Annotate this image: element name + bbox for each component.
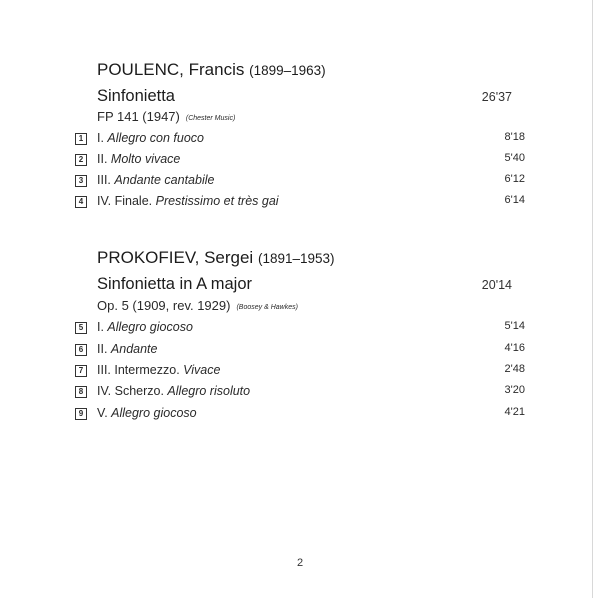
track-number-box: 9	[75, 408, 87, 420]
track-duration: 6'12	[504, 173, 525, 185]
track-duration: 4'16	[504, 342, 525, 354]
track-title: IV. Finale. Prestissimo et très gai	[97, 194, 279, 208]
track-row[interactable]	[75, 363, 525, 381]
work-opus: Op. 5 (1909, rev. 1929)	[97, 298, 231, 313]
work-duration: 20'14	[481, 278, 512, 292]
track-row[interactable]	[75, 152, 525, 170]
track-row[interactable]	[75, 384, 525, 402]
track-title: IV. Scherzo. Allegro risoluto	[97, 384, 251, 398]
track-title: II. Molto vivace	[97, 152, 181, 166]
track-number-box: 4	[75, 196, 87, 208]
track-row[interactable]	[75, 194, 525, 212]
track-duration: 5'14	[504, 320, 525, 332]
track-duration: 8'18	[504, 131, 525, 143]
track-title: II. Andante	[97, 342, 158, 356]
work-opus: FP 141 (1947)	[97, 109, 180, 124]
track-row[interactable]	[75, 320, 525, 338]
track-row[interactable]	[75, 131, 525, 149]
track-row[interactable]	[75, 406, 525, 424]
work-opus-line	[97, 298, 298, 313]
track-title: III. Intermezzo. Vivace	[97, 363, 221, 377]
page-edge-divider	[592, 0, 593, 598]
track-title: I. Allegro giocoso	[97, 320, 193, 334]
track-duration: 3'20	[504, 384, 525, 396]
track-number-box: 3	[75, 175, 87, 187]
composer-name: POULENC, Francis	[97, 60, 245, 79]
track-number-box: 2	[75, 154, 87, 166]
work-publisher: (Chester Music)	[185, 115, 236, 122]
track-duration: 4'21	[504, 406, 525, 418]
work-opus-line	[97, 109, 235, 124]
track-duration: 5'40	[504, 152, 525, 164]
work-publisher: (Boosey & Hawkes)	[236, 304, 298, 311]
track-number-box: 8	[75, 386, 87, 398]
track-number-box: 7	[75, 365, 87, 377]
track-title: V. Allegro giocoso	[97, 406, 197, 420]
track-number-box: 1	[75, 133, 87, 145]
track-number-box: 5	[75, 322, 87, 334]
composer-years: (1899–1963)	[249, 63, 326, 78]
composer-heading	[97, 248, 335, 268]
track-duration: 2'48	[504, 363, 525, 375]
composer-heading	[97, 60, 326, 80]
track-title: III. Andante cantabile	[97, 173, 215, 187]
composer-years: (1891–1953)	[257, 251, 335, 266]
page-number: 2	[296, 557, 304, 569]
composer-name: PROKOFIEV, Sergei	[97, 248, 254, 267]
track-row[interactable]	[75, 342, 525, 360]
track-row[interactable]	[75, 173, 525, 191]
track-title: I. Allegro con fuoco	[97, 131, 205, 145]
track-duration: 6'14	[504, 194, 525, 206]
work-title: Sinfonietta in A major	[97, 275, 253, 293]
track-number-box: 6	[75, 344, 87, 356]
work-duration: 26'37	[481, 90, 512, 104]
work-title: Sinfonietta	[97, 87, 175, 105]
